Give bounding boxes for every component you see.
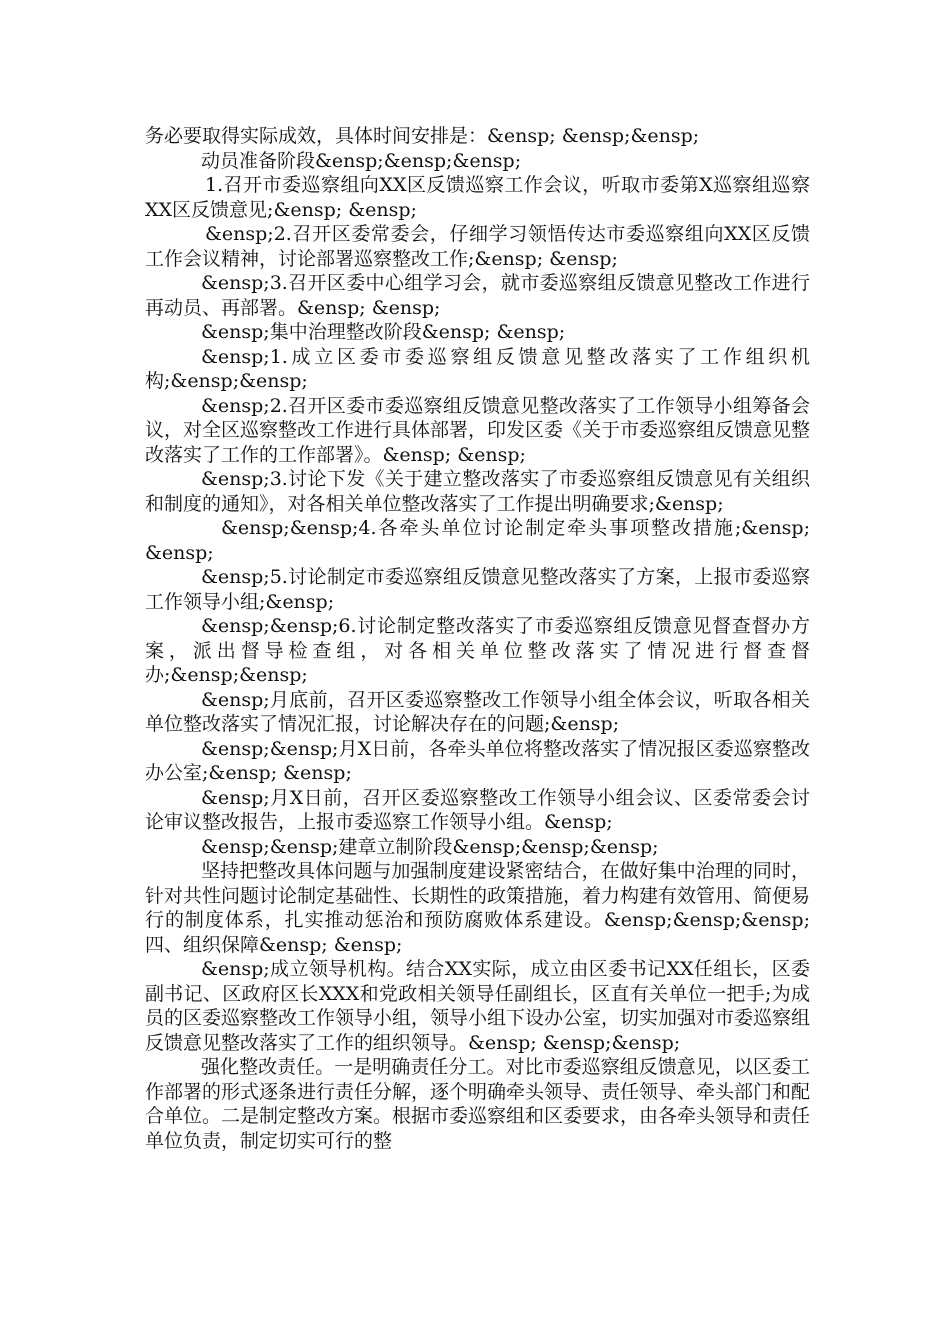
paragraph-13: &ensp;月底前，召开区委巡察整改工作领导小组全体会议，听取各相关单位整改落实了情况汇报，讨论解决存在的问题;&ensp; — [145, 688, 810, 735]
paragraph-5: &ensp;3.召开区委中心组学习会，就市委巡察组反馈意见整改工作进行再动员、再部署。&ensp; &ensp; — [145, 272, 810, 319]
paragraph-18: &ensp;成立领导机构。结合XX实际，成立由区委书记XX任组长，区委副书记、区政府区长XXX和党政相关领导任副组长，区直有关单位一把手;为成员的区委巡察整改工作领导小组，领导小组下设办公室，切实加强对市委巡察组反馈意见整改落实了工作的组织领导。&ensp; &ensp;&ensp; — [145, 958, 811, 1054]
paragraph-14: &ensp;&ensp;月X日前，各牵头单位将整改落实了情况报区委巡察整改办公室;&ensp; &ensp; — [145, 737, 810, 784]
paragraph-7: &ensp;1.成立区委市委巡察组反馈意见整改落实了工作组织机构;&ensp;&ensp; — [145, 345, 810, 392]
document-body — [145, 124, 810, 1153]
paragraph-6: &ensp;集中治理整改阶段&ensp; &ensp; — [201, 321, 566, 343]
paragraph-3: 1.召开市委巡察组向XX区反馈巡察工作会议，听取市委第X巡察组巡察XX区反馈意见;&ensp; &ensp; — [145, 174, 810, 221]
paragraph-9: &ensp;3.讨论下发《关于建立整改落实了市委巡察组反馈意见有关组织和制度的通知》，对各相关单位整改落实了工作提出明确要求;&ensp; — [145, 468, 810, 515]
paragraph-8: &ensp;2.召开区委市委巡察组反馈意见整改落实了工作领导小组筹备会议，对全区巡察整改工作进行具体部署，印发区委《关于市委巡察组反馈意见整改落实了工作的工作部署》。&ensp; &ensp; — [145, 394, 811, 466]
paragraph-1: 务必要取得实际成效，具体时间安排是：&ensp; &ensp;&ensp; — [145, 125, 700, 147]
paragraph-16: &ensp;&ensp;建章立制阶段&ensp;&ensp;&ensp; — [201, 835, 659, 858]
paragraph-12: &ensp;&ensp;6.讨论制定整改落实了市委巡察组反馈意见督查督办方案，派出督导检查组，对各相关单位整改落实了情况进行督查督办;&ensp;&ensp; — [145, 615, 810, 686]
paragraph-10: &ensp;&ensp;4.各牵头单位讨论制定牵头事项整改措施;&ensp; &ensp; — [145, 517, 810, 564]
paragraph-19: 强化整改责任。一是明确责任分工。对比市委巡察组反馈意见，以区委工作部署的形式逐条进行责任分解，逐个明确牵头领导、责任领导、牵头部门和配合单位。二是制定整改方案。根据市委巡察组和区委要求，由各牵头领导和责任单位负责，制定切实可行的整 — [145, 1056, 811, 1152]
paragraph-17: 坚持把整改具体问题与加强制度建设紧密结合，在做好集中治理的同时，针对共性问题讨论制定基础性、长期性的政策措施，着力构建有效管用、简便易行的制度体系，扎实推动惩治和预防腐败体系建设。&ensp;&ensp;&ensp;四、组织保障&ensp; &ensp; — [145, 860, 811, 956]
paragraph-4: &ensp;2.召开区委常委会，仔细学习领悟传达市委巡察组向XX区反馈工作会议精神，讨论部署巡察整改工作;&ensp; &ensp; — [145, 223, 810, 270]
paragraph-2: 动员准备阶段&ensp;&ensp;&ensp; — [201, 149, 522, 172]
paragraph-11: &ensp;5.讨论制定市委巡察组反馈意见整改落实了方案，上报市委巡察工作领导小组;&ensp; — [145, 566, 810, 613]
paragraph-15: &ensp;月X日前，召开区委巡察整改工作领导小组会议、区委常委会讨论审议整改报告，上报市委巡察工作领导小组。&ensp; — [145, 786, 810, 833]
